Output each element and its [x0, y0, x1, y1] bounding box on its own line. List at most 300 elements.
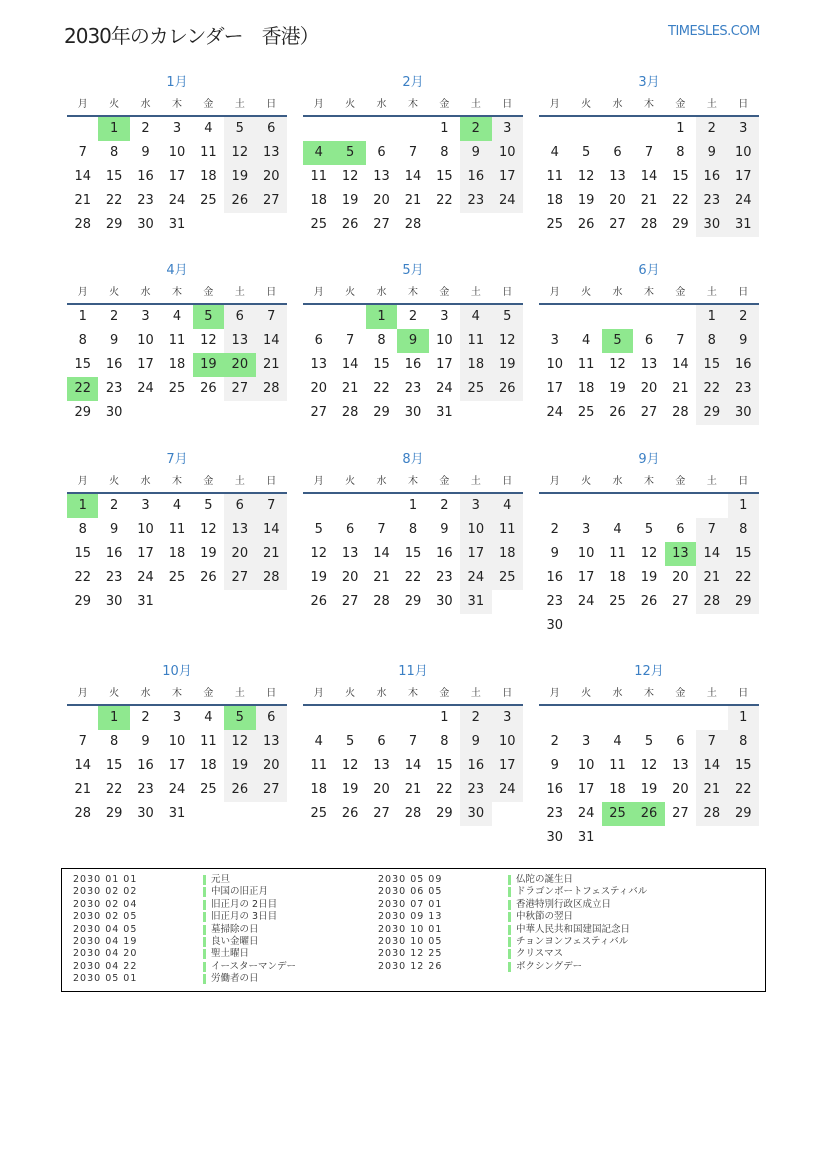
holiday-day-cell: 20 [224, 353, 255, 377]
day-cell: 4 [581, 333, 591, 348]
weekday-label: 金 [203, 99, 214, 110]
weekday-label: 木 [407, 287, 418, 298]
weekday-label: 火 [581, 688, 592, 699]
day-cell: 11 [310, 169, 327, 184]
weekday-label: 金 [203, 476, 214, 487]
weekday-label: 月 [77, 688, 88, 699]
day-cell: 20 [256, 165, 287, 189]
day-cell: 9 [109, 522, 119, 537]
empty-cell [633, 305, 664, 329]
day-cell: 16 [137, 758, 154, 773]
day-cell: 13 [224, 329, 255, 353]
day-cell: 27 [310, 405, 327, 420]
weekday-label: 金 [439, 287, 450, 298]
holiday-date: 2030 10 05 [378, 936, 443, 947]
day-cell: 23 [404, 381, 422, 396]
weekday-label: 水 [376, 688, 387, 699]
weekday-label: 日 [266, 688, 277, 699]
day-cell: 6 [256, 706, 287, 730]
month-name: 1月 [166, 75, 188, 90]
empty-cell [334, 117, 365, 141]
day-cell: 14 [373, 546, 390, 561]
day-cell: 5 [345, 734, 355, 749]
day-cell: 14 [696, 542, 727, 566]
weekday-label: 木 [643, 287, 654, 298]
day-cell: 5 [581, 145, 591, 160]
day-cell: 15 [672, 169, 689, 184]
day-cell: 8 [78, 522, 87, 537]
month-name: 2月 [402, 75, 424, 90]
day-cell: 20 [609, 193, 626, 208]
day-cell: 29 [696, 401, 727, 425]
day-cell: 12 [492, 329, 523, 353]
empty-cell [67, 117, 98, 141]
weekday-label: 水 [140, 287, 151, 298]
day-cell: 28 [404, 217, 422, 232]
day-cell: 3 [141, 498, 150, 513]
day-cell: 14 [256, 329, 287, 353]
day-cell: 30 [696, 213, 727, 237]
empty-cell [366, 494, 397, 518]
day-grid [67, 117, 287, 237]
day-cell: 25 [200, 193, 217, 208]
empty-cell [602, 117, 633, 141]
day-cell: 6 [377, 734, 386, 749]
day-cell: 14 [672, 357, 689, 372]
day-cell: 4 [204, 710, 213, 725]
day-cell: 9 [141, 734, 150, 749]
holiday-marker [203, 912, 206, 922]
day-cell: 22 [436, 782, 453, 797]
holiday-day-cell: 22 [67, 377, 98, 401]
holiday-day-cell: 1 [67, 494, 98, 518]
holiday-marker [203, 949, 206, 959]
day-cell: 25 [200, 782, 217, 797]
day-cell: 26 [224, 778, 255, 802]
day-cell: 19 [609, 381, 626, 396]
holiday-day-cell: 26 [633, 802, 664, 826]
day-cell: 5 [314, 522, 323, 537]
holiday-date: 2030 02 05 [73, 911, 138, 923]
empty-cell [334, 706, 365, 730]
holiday-marker [203, 974, 206, 984]
day-cell: 23 [105, 381, 123, 396]
day-cell: 22 [74, 570, 91, 585]
weekday-label: 月 [549, 476, 560, 487]
empty-cell [366, 706, 397, 730]
day-cell: 18 [609, 782, 626, 797]
day-grid [303, 305, 523, 425]
day-cell: 26 [492, 377, 523, 401]
weekday-label: 水 [612, 99, 623, 110]
day-cell: 16 [460, 165, 491, 189]
weekday-label: 火 [581, 287, 592, 298]
day-cell: 7 [676, 333, 685, 348]
day-cell: 1 [440, 710, 449, 725]
day-cell: 30 [546, 830, 563, 845]
day-cell: 22 [105, 193, 123, 208]
empty-cell [67, 706, 98, 730]
weekday-label: 土 [470, 688, 481, 699]
holiday-marker [508, 949, 511, 959]
day-cell: 24 [728, 189, 759, 213]
weekday-header [539, 97, 759, 117]
day-cell: 27 [224, 377, 255, 401]
holiday-name: イースターマンデー [211, 960, 297, 972]
holiday-day-cell: 5 [193, 305, 224, 329]
day-cell: 6 [224, 305, 255, 329]
day-cell: 31 [168, 806, 186, 821]
empty-cell [303, 305, 334, 329]
weekday-header [539, 686, 759, 706]
weekday-label: 水 [376, 287, 387, 298]
day-cell: 3 [141, 309, 150, 324]
weekday-label: 水 [612, 287, 623, 298]
day-cell: 17 [168, 758, 186, 773]
weekday-label: 金 [203, 287, 214, 298]
holiday-day-cell: 5 [334, 141, 365, 165]
day-grid [67, 494, 287, 614]
day-cell: 10 [492, 730, 523, 754]
holiday-day-cell: 1 [366, 305, 397, 329]
holiday-marker [203, 887, 206, 897]
weekday-label: 土 [470, 99, 481, 110]
day-cell: 13 [310, 357, 327, 372]
day-cell: 21 [256, 542, 287, 566]
day-cell: 22 [728, 778, 759, 802]
day-cell: 15 [105, 758, 123, 773]
day-cell: 31 [460, 590, 491, 614]
holiday-day-cell: 5 [602, 329, 633, 353]
day-cell: 6 [644, 333, 654, 348]
weekday-header [303, 686, 523, 706]
day-grid [303, 706, 523, 826]
day-cell: 24 [137, 381, 154, 396]
weekday-header [67, 474, 287, 494]
empty-cell [539, 305, 570, 329]
day-cell: 26 [640, 594, 658, 609]
day-cell: 14 [74, 169, 91, 184]
day-cell: 16 [460, 754, 491, 778]
day-cell: 24 [492, 778, 523, 802]
day-cell: 26 [200, 570, 217, 585]
empty-cell [570, 117, 601, 141]
day-cell: 10 [577, 546, 595, 561]
day-cell: 9 [460, 141, 491, 165]
day-cell: 14 [640, 169, 658, 184]
day-cell: 23 [460, 778, 491, 802]
month-block [67, 74, 287, 237]
day-cell: 17 [137, 546, 154, 561]
day-cell: 16 [137, 169, 154, 184]
holiday-date: 2030 04 22 [73, 960, 138, 972]
holiday-day-cell: 19 [193, 353, 224, 377]
day-cell: 16 [105, 546, 123, 561]
day-cell: 3 [172, 710, 182, 725]
day-cell: 6 [224, 494, 255, 518]
day-cell: 22 [696, 377, 727, 401]
weekday-label: 火 [109, 287, 120, 298]
day-cell: 27 [341, 594, 359, 609]
day-cell: 2 [141, 710, 150, 725]
weekday-label: 水 [140, 476, 151, 487]
holiday-marker [508, 962, 511, 972]
weekday-header [539, 474, 759, 494]
empty-cell [539, 494, 570, 518]
day-cell: 7 [696, 730, 727, 754]
empty-cell [602, 706, 633, 730]
day-cell: 7 [644, 145, 654, 160]
day-cell: 2 [141, 121, 150, 136]
weekday-label: 木 [643, 99, 654, 110]
weekday-label: 土 [470, 287, 481, 298]
page-title: 2030年のカレンダー 香港） [64, 24, 319, 48]
holiday-name: ドラゴンボートフェスティバル [516, 886, 648, 898]
day-cell: 26 [310, 594, 327, 609]
weekday-label: 木 [171, 287, 182, 298]
month-block [67, 663, 287, 826]
holiday-legend [61, 868, 766, 992]
day-cell: 28 [256, 566, 287, 590]
day-cell: 3 [492, 706, 523, 730]
day-cell: 29 [672, 217, 689, 232]
weekday-label: 金 [439, 99, 450, 110]
day-cell: 28 [373, 594, 390, 609]
day-cell: 11 [546, 169, 563, 184]
day-cell: 12 [200, 522, 217, 537]
day-cell: 9 [460, 730, 491, 754]
day-cell: 12 [640, 546, 658, 561]
weekday-label: 土 [470, 476, 481, 487]
day-cell: 2 [550, 522, 559, 537]
day-cell: 25 [460, 377, 491, 401]
day-cell: 19 [492, 353, 523, 377]
day-cell: 20 [373, 193, 390, 208]
day-cell: 24 [168, 782, 186, 797]
empty-cell [696, 706, 727, 730]
day-cell: 26 [200, 381, 217, 396]
day-cell: 26 [609, 405, 626, 420]
day-cell: 10 [137, 333, 154, 348]
holiday-date: 2030 09 13 [378, 911, 443, 923]
month-name: 4月 [166, 263, 188, 278]
holiday-marker [203, 962, 206, 972]
day-cell: 6 [345, 522, 355, 537]
day-cell: 23 [460, 189, 491, 213]
day-cell: 1 [696, 305, 727, 329]
holiday-name: 中秋節の翌日 [516, 911, 574, 923]
weekday-header [303, 97, 523, 117]
holiday-day-cell: 2 [460, 117, 491, 141]
day-cell: 24 [577, 594, 595, 609]
holiday-name: 中国の旧正月 [211, 886, 269, 898]
weekday-label: 火 [581, 99, 592, 110]
month-name: 7月 [166, 452, 188, 467]
empty-cell [303, 117, 334, 141]
holiday-name: 香港特別行政区成立日 [516, 898, 612, 910]
day-cell: 10 [577, 758, 595, 773]
month-block [67, 451, 287, 614]
day-cell: 5 [644, 734, 654, 749]
day-cell: 28 [640, 217, 658, 232]
day-cell: 15 [436, 758, 453, 773]
day-cell: 23 [546, 806, 563, 821]
day-cell: 24 [436, 381, 453, 396]
day-cell: 19 [310, 570, 327, 585]
day-cell: 26 [341, 806, 359, 821]
holiday-marker [508, 887, 511, 897]
day-cell: 17 [460, 542, 491, 566]
holiday-date: 2030 12 26 [378, 960, 443, 972]
day-cell: 6 [613, 145, 622, 160]
day-cell: 11 [577, 357, 595, 372]
site-logo[interactable]: TIMESLES.COM [668, 24, 760, 39]
day-cell: 12 [200, 333, 217, 348]
holiday-marker [508, 925, 511, 935]
holiday-name: 旧正月の 2日目 [211, 898, 278, 910]
day-grid [303, 117, 523, 237]
day-cell: 13 [341, 546, 359, 561]
empty-cell [539, 706, 570, 730]
day-cell: 6 [676, 734, 685, 749]
day-cell: 15 [105, 169, 123, 184]
day-cell: 1 [408, 498, 418, 513]
day-cell: 8 [728, 730, 759, 754]
day-cell: 1 [78, 309, 87, 324]
day-cell: 29 [105, 806, 123, 821]
month-block [303, 663, 523, 826]
day-cell: 24 [577, 806, 595, 821]
day-cell: 3 [492, 117, 523, 141]
day-cell: 10 [492, 141, 523, 165]
weekday-label: 月 [313, 287, 324, 298]
day-cell: 24 [546, 405, 563, 420]
day-grid [67, 305, 287, 425]
day-cell: 8 [377, 333, 386, 348]
day-cell: 11 [168, 333, 186, 348]
day-cell: 21 [74, 782, 91, 797]
day-cell: 15 [728, 754, 759, 778]
day-cell: 19 [224, 165, 255, 189]
day-cell: 18 [310, 193, 327, 208]
weekday-label: 火 [109, 99, 120, 110]
day-cell: 8 [109, 734, 119, 749]
day-cell: 25 [492, 566, 523, 590]
day-cell: 5 [224, 117, 255, 141]
day-cell: 11 [310, 758, 327, 773]
weekday-label: 木 [643, 688, 654, 699]
month-block [539, 74, 759, 237]
weekday-label: 木 [171, 99, 182, 110]
day-cell: 19 [577, 193, 595, 208]
weekday-label: 金 [675, 99, 686, 110]
day-cell: 17 [546, 381, 563, 396]
day-cell: 25 [310, 217, 327, 232]
weekday-label: 水 [376, 99, 387, 110]
day-cell: 2 [408, 309, 418, 324]
day-cell: 16 [105, 357, 123, 372]
day-cell: 9 [696, 141, 727, 165]
day-cell: 5 [204, 498, 213, 513]
day-cell: 2 [460, 706, 491, 730]
weekday-label: 水 [612, 476, 623, 487]
day-cell: 18 [577, 381, 595, 396]
day-cell: 14 [341, 357, 359, 372]
day-cell: 18 [168, 546, 186, 561]
day-cell: 17 [492, 754, 523, 778]
holiday-day-cell: 13 [665, 542, 696, 566]
day-cell: 18 [168, 357, 186, 372]
day-cell: 7 [408, 145, 418, 160]
day-cell: 25 [609, 594, 626, 609]
day-cell: 1 [728, 494, 759, 518]
holiday-date: 2030 05 01 [73, 973, 138, 985]
holiday-marker [508, 875, 511, 885]
holiday-date: 2030 04 19 [73, 936, 138, 947]
weekday-label: 土 [234, 99, 245, 110]
day-cell: 27 [672, 806, 689, 821]
day-cell: 7 [256, 494, 287, 518]
empty-cell [665, 706, 696, 730]
weekday-label: 月 [313, 99, 324, 110]
month-name: 6月 [638, 263, 660, 278]
day-cell: 6 [377, 145, 386, 160]
day-cell: 11 [609, 546, 626, 561]
holiday-name: ボクシングデー [516, 960, 583, 972]
month-block [67, 262, 287, 425]
day-cell: 7 [696, 518, 727, 542]
holiday-marker [508, 912, 511, 922]
day-cell: 22 [728, 566, 759, 590]
day-cell: 17 [492, 165, 523, 189]
day-cell: 2 [109, 498, 119, 513]
holiday-name: 墓掃除の日 [211, 923, 259, 935]
day-cell: 19 [224, 754, 255, 778]
weekday-label: 土 [234, 287, 245, 298]
empty-cell [397, 706, 428, 730]
day-cell: 14 [256, 518, 287, 542]
holiday-day-cell: 4 [303, 141, 334, 165]
holiday-date: 2030 05 09 [378, 874, 443, 885]
day-cell: 28 [672, 405, 689, 420]
day-cell: 4 [613, 734, 622, 749]
day-cell: 4 [492, 494, 523, 518]
day-cell: 17 [436, 357, 453, 372]
weekday-label: 日 [266, 99, 277, 110]
day-cell: 28 [74, 806, 91, 821]
day-cell: 17 [168, 169, 186, 184]
day-cell: 25 [310, 806, 327, 821]
day-cell: 29 [373, 405, 390, 420]
day-cell: 30 [105, 594, 123, 609]
day-cell: 17 [577, 782, 595, 797]
month-name: 11月 [398, 664, 428, 679]
day-cell: 1 [440, 121, 449, 136]
day-cell: 26 [341, 217, 359, 232]
day-cell: 2 [728, 305, 759, 329]
day-cell: 8 [728, 518, 759, 542]
empty-cell [602, 305, 633, 329]
month-block [303, 451, 523, 614]
day-cell: 25 [168, 381, 186, 396]
day-cell: 22 [373, 381, 390, 396]
holiday-date: 2030 01 01 [73, 874, 138, 885]
day-cell: 28 [256, 377, 287, 401]
holiday-marker [508, 900, 511, 910]
day-cell: 28 [74, 217, 91, 232]
weekday-label: 日 [738, 476, 749, 487]
empty-cell [570, 305, 601, 329]
